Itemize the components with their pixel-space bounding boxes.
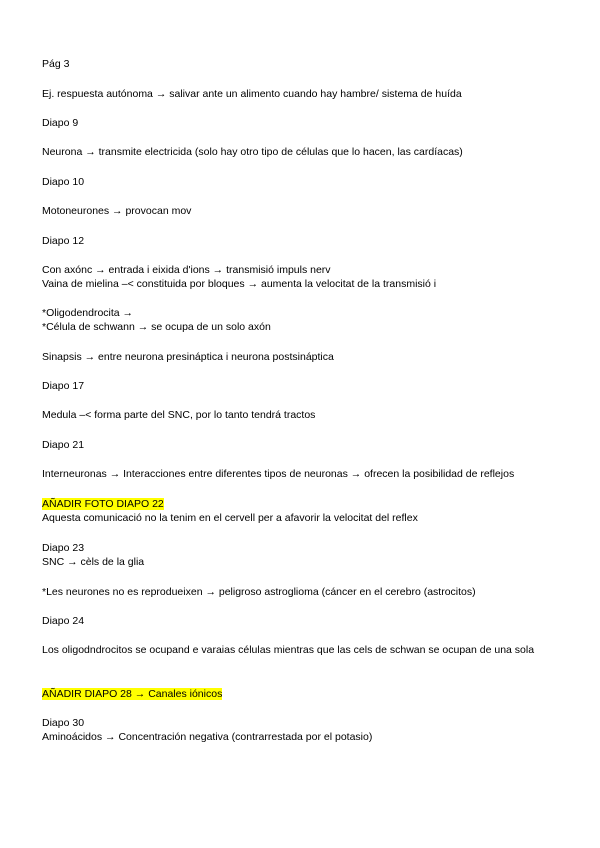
note-line: Aminoácidos → Concentración negativa (contrarrestada por el potasio): [42, 731, 373, 743]
note-line: *Les neurones no es reprodueixen → peligroso astroglioma (cáncer en el cerebro (astrocitos): [42, 586, 476, 598]
note-line: Ej. respuesta autónoma → salivar ante un alimento cuando hay hambre/ sistema de huída: [42, 88, 462, 100]
highlighted-todo: [42, 687, 222, 701]
slide-heading: Diapo 21: [42, 439, 85, 451]
note-line: Interneuronas → Interacciones entre diferentes tipos de neuronas → ofrecen la posibilidad de reflejos: [42, 468, 515, 480]
note-line: Neurona → transmite electricida (solo hay otro tipo de células que lo hacen, las cardíacas): [42, 146, 463, 158]
highlighted-text: AÑADIR DIAPO 28 → Canales iónicos: [42, 688, 223, 700]
page-label: Pág 3: [42, 58, 70, 70]
note-line: Motoneurones → provocan mov: [42, 205, 192, 217]
slide-heading: Diapo 24: [42, 615, 85, 627]
slide-heading: Diapo 17: [42, 380, 85, 392]
highlighted-todo: [42, 497, 164, 511]
note-line: Vaina de mielina –< constituida por bloques → aumenta la velocitat de la transmisió i: [42, 278, 437, 290]
note-line: Medula –< forma parte del SNC, por lo tanto tendrá tractos: [42, 409, 316, 421]
highlighted-text: AÑADIR FOTO DIAPO 22: [42, 498, 164, 510]
note-line: Sinapsis → entre neurona presináptica i neurona postsináptica: [42, 351, 334, 363]
slide-heading: Diapo 30: [42, 717, 85, 729]
slide-heading: Diapo 10: [42, 176, 85, 188]
note-paragraph: Los oligodndrocitos se ocupand e varaias células mientras que las cels de schwan se ocupan de una sola: [42, 644, 535, 656]
slide-heading: Diapo 9: [42, 117, 79, 129]
note-line: SNC → cèls de la glia: [42, 556, 145, 568]
note-line: Aquesta comunicació no la tenim en el cervell per a afavorir la velocitat del reflex: [42, 512, 418, 524]
note-line: *Célula de schwann → se ocupa de un solo axón: [42, 321, 271, 333]
note-line: Con axónc → entrada i eixida d'ions → transmisió impuls nerv: [42, 264, 331, 276]
slide-heading: Diapo 23: [42, 542, 85, 554]
note-line: *Oligodendrocita →: [42, 307, 134, 319]
slide-heading: Diapo 12: [42, 235, 85, 247]
